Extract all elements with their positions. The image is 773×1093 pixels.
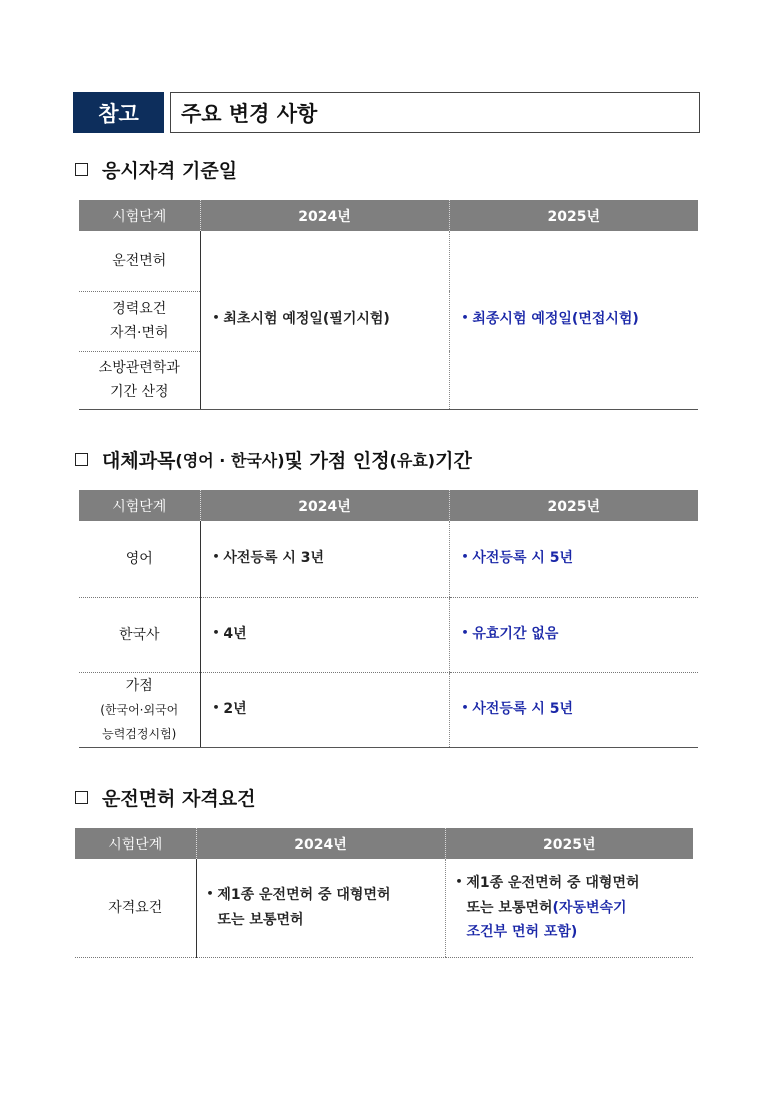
row-label: 소방관련학과 기간 산정 bbox=[79, 351, 200, 409]
col-header-2024: 2024년 bbox=[200, 490, 449, 521]
page-title: 주요 변경 사항 bbox=[170, 92, 700, 133]
page-header bbox=[73, 92, 700, 133]
value-2024: • 사전등록 시 3년 bbox=[200, 521, 449, 597]
value-2024: • 4년 bbox=[200, 597, 449, 672]
checkbox-square-icon bbox=[75, 163, 88, 176]
section-title-text: 운전면허 자격요건 bbox=[102, 788, 256, 810]
table-row bbox=[79, 521, 698, 597]
col-header-2024: 2024년 bbox=[196, 828, 445, 859]
row-label: 운전면허 bbox=[79, 231, 200, 291]
section-title-text: 응시자격 기준일 bbox=[102, 160, 238, 182]
col-header-2025: 2025년 bbox=[449, 490, 698, 521]
substitute-subjects-table bbox=[79, 490, 698, 748]
row-label: 경력요건 자격·면허 bbox=[79, 291, 200, 351]
col-header-stage: 시험단계 bbox=[75, 828, 196, 859]
section-title-license-requirements bbox=[75, 784, 255, 811]
table-row bbox=[79, 672, 698, 747]
row-label: 한국사 bbox=[79, 597, 200, 672]
value-2024: • 2년 bbox=[200, 672, 449, 747]
col-header-stage: 시험단계 bbox=[79, 490, 200, 521]
section-title-eligibility-date bbox=[75, 156, 237, 183]
value-2025: • 제1종 운전면허 중 대형면허 또는 보통면허(자동변속기 조건부 면허 포함) bbox=[445, 859, 693, 957]
eligibility-date-table bbox=[79, 200, 698, 410]
value-2025: • 최종시험 예정일(면접시험) bbox=[449, 231, 698, 409]
col-header-2024: 2024년 bbox=[200, 200, 449, 231]
row-label: 영어 bbox=[79, 521, 200, 597]
license-requirements-table bbox=[75, 828, 693, 958]
reference-badge: 참고 bbox=[73, 92, 164, 133]
value-2024: • 최초시험 예정일(필기시험) bbox=[200, 231, 449, 409]
section-title-substitute-subjects: 대체과목 (영어 · 한국사) 및 가점 인정 (유효) 기간 bbox=[75, 446, 472, 473]
row-label: 자격요건 bbox=[75, 859, 196, 957]
table-row bbox=[79, 231, 698, 291]
table-row bbox=[79, 597, 698, 672]
checkbox-square-icon bbox=[75, 453, 88, 466]
checkbox-square-icon bbox=[75, 791, 88, 804]
col-header-2025: 2025년 bbox=[445, 828, 693, 859]
value-2024: • 제1종 운전면허 중 대형면허 또는 보통면허 bbox=[196, 859, 445, 957]
row-label: 가점 (한국어·외국어 능력검정시험) bbox=[79, 672, 200, 747]
col-header-2025: 2025년 bbox=[449, 200, 698, 231]
value-2025: • 사전등록 시 5년 bbox=[449, 521, 698, 597]
value-2025: • 유효기간 없음 bbox=[449, 597, 698, 672]
value-2025: • 사전등록 시 5년 bbox=[449, 672, 698, 747]
col-header-stage: 시험단계 bbox=[79, 200, 200, 231]
table-row bbox=[75, 859, 693, 957]
